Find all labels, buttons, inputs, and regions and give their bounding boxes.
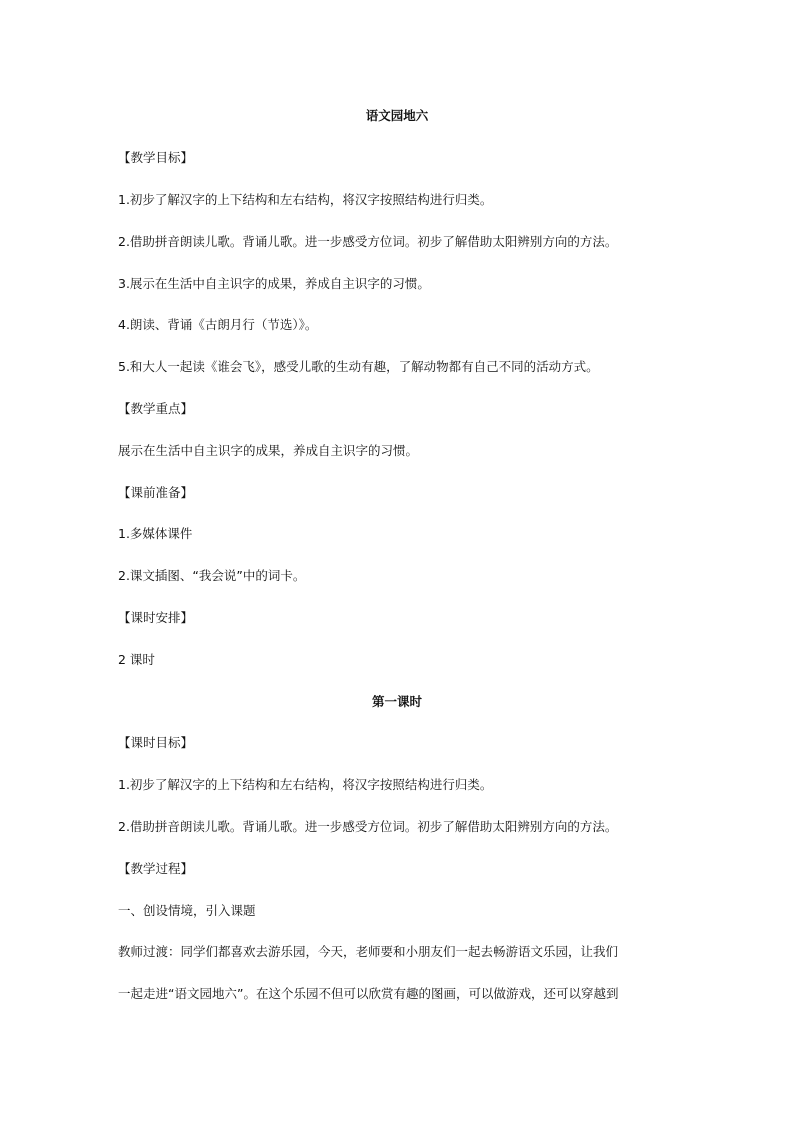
paragraph: 展示在生活中自主识字的成果，养成自主识字的习惯。 xyxy=(118,443,419,458)
paragraph: 2 课时 xyxy=(118,652,155,667)
paragraph: 一、创设情境，引入课题 xyxy=(118,903,256,918)
heading-teaching-focus: 【教学重点】 xyxy=(118,401,194,416)
heading-teaching-process: 【教学过程】 xyxy=(118,861,194,876)
paragraph: 3.展示在生活中自主识字的成果，养成自主识字的习惯。 xyxy=(118,276,430,291)
heading-lesson-goals: 【课时目标】 xyxy=(118,735,194,750)
section-title: 第一课时 xyxy=(371,694,422,709)
paragraph: 2.课文插图、“我会说”中的词卡。 xyxy=(118,568,306,583)
paragraph: 1.初步了解汉字的上下结构和左右结构，将汉字按照结构进行归类。 xyxy=(118,777,493,792)
paragraph: 4.朗读、背诵《古朗月行（节选）》。 xyxy=(118,317,318,332)
paragraph: 教师过渡：同学们都喜欢去游乐园，今天，老师要和小朋友们一起去畅游语文乐园，让我们 xyxy=(118,944,619,959)
paragraph: 2.借助拼音朗读儿歌。背诵儿歌。进一步感受方位词。初步了解借助太阳辨别方向的方法。 xyxy=(118,234,618,249)
heading-schedule: 【课时安排】 xyxy=(118,610,194,625)
heading-teaching-goals: 【教学目标】 xyxy=(118,150,194,165)
heading-preparation: 【课前准备】 xyxy=(118,485,194,500)
paragraph: 1.初步了解汉字的上下结构和左右结构，将汉字按照结构进行归类。 xyxy=(118,192,493,207)
paragraph: 一起走进“语文园地六”。在这个乐园不但可以欣赏有趣的图画，可以做游戏，还可以穿越到 xyxy=(118,986,619,1001)
paragraph: 2.借助拼音朗读儿歌。背诵儿歌。进一步感受方位词。初步了解借助太阳辨别方向的方法。 xyxy=(118,819,618,834)
paragraph: 1.多媒体课件 xyxy=(118,526,193,541)
paragraph: 5.和大人一起读《谁会飞》，感受儿歌的生动有趣，了解动物都有自己不同的活动方式。 xyxy=(118,359,599,374)
document-title: 语文园地六 xyxy=(365,108,429,123)
